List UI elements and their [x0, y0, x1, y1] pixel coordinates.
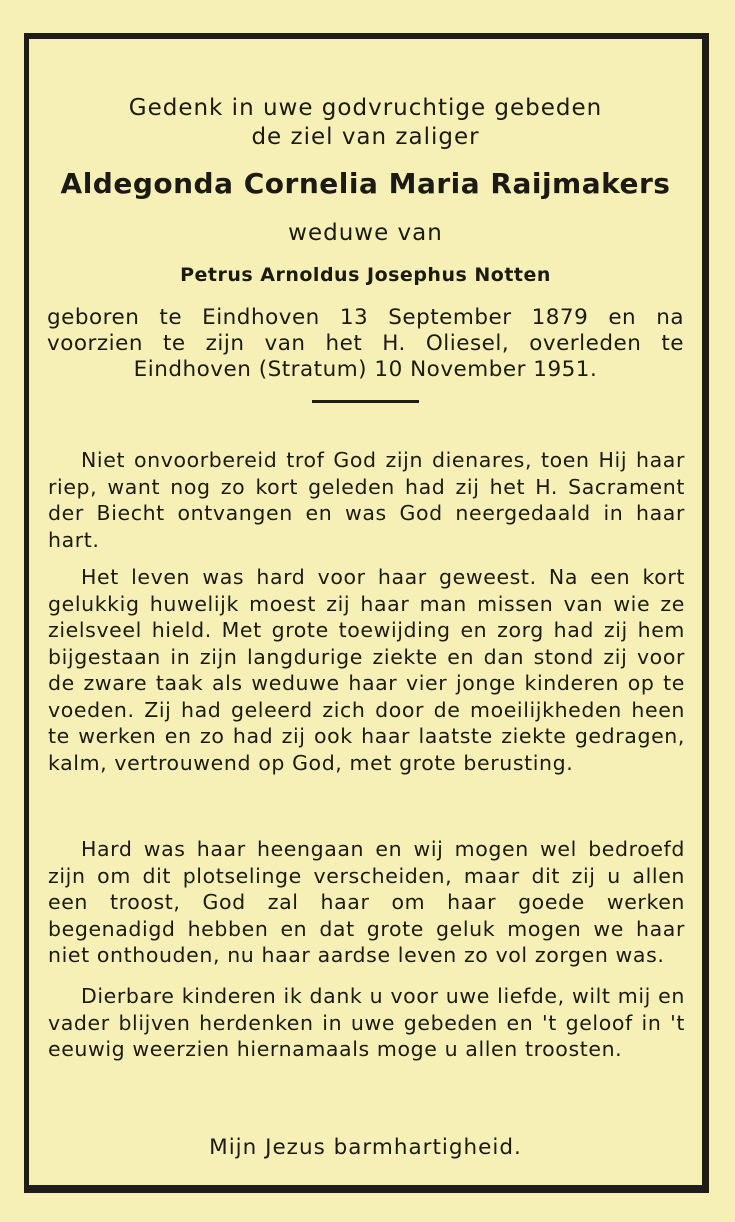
paragraph-4-text: Dierbare kinderen ik dank u voor uwe liefde, wilt mij en vader blijven herdenken in uwe gebeden en 't geloof in 't eeuwig weerzien hiernamaals moge u allen troosten.: [48, 984, 685, 1061]
paragraph-2: [48, 564, 685, 776]
paragraph-4: [48, 983, 685, 1063]
paragraph-3: [48, 836, 685, 969]
paragraph-3-text: Hard was haar heengaan en wij mogen wel bedroefd zijn om dit plotselinge verscheiden, maar dit zij u allen een troost, God zal haar om haar goede werken begenadigd hebben en dat grote geluk mogen we haar niet onthouden, nu haar aardse leven zo vol zorgen was.: [48, 837, 685, 967]
invocation-line-1: Gedenk in uwe godvruchtige gebeden: [128, 95, 603, 121]
husband-name: Petrus Arnoldus Josephus Notten: [180, 264, 551, 286]
paragraph-2-text: Het leven was hard voor haar geweest. Na een kort gelukkig huwelijk moest zij haar man missen van wie ze zielsveel hield. Met grote toewijding en zorg had zij hem bijgestaan in zijn langdurige ziekte en dan stond zij voor de zware taak als weduwe haar vier jonge kinderen op te voeden. Zij had geleerd zich door de moeilijkheden heen te werken en zo had zij ook haar laatste ziekte gedragen, kalm, vertrouwend op God, met grote berusting.: [48, 565, 685, 775]
deceased-name: Aldegonda Cornelia Maria Raijmakers: [60, 167, 671, 200]
paragraph-1-text: Niet onvoorbereid trof God zijn dienares, toen Hij haar riep, want nog zo kort geleden had zij het H. Sacrament der Biecht ontvangen en was God neergedaald in haar hart.: [48, 448, 685, 552]
divider-rule: [312, 400, 419, 403]
birth-death-text: geboren te Eindhoven 13 September 1879 en na voorzien te zijn van het H. Oliesel, overleden te Eindhoven (Stratum) 10 November 1951.: [47, 305, 684, 382]
widow-of-label: weduwe van: [288, 220, 443, 246]
paragraph-1: [48, 447, 685, 553]
invocation-line-2: de ziel van zaliger: [251, 124, 480, 150]
closing-prayer: Mijn Jezus barmhartigheid.: [209, 1135, 522, 1160]
memorial-card: [24, 33, 709, 1193]
